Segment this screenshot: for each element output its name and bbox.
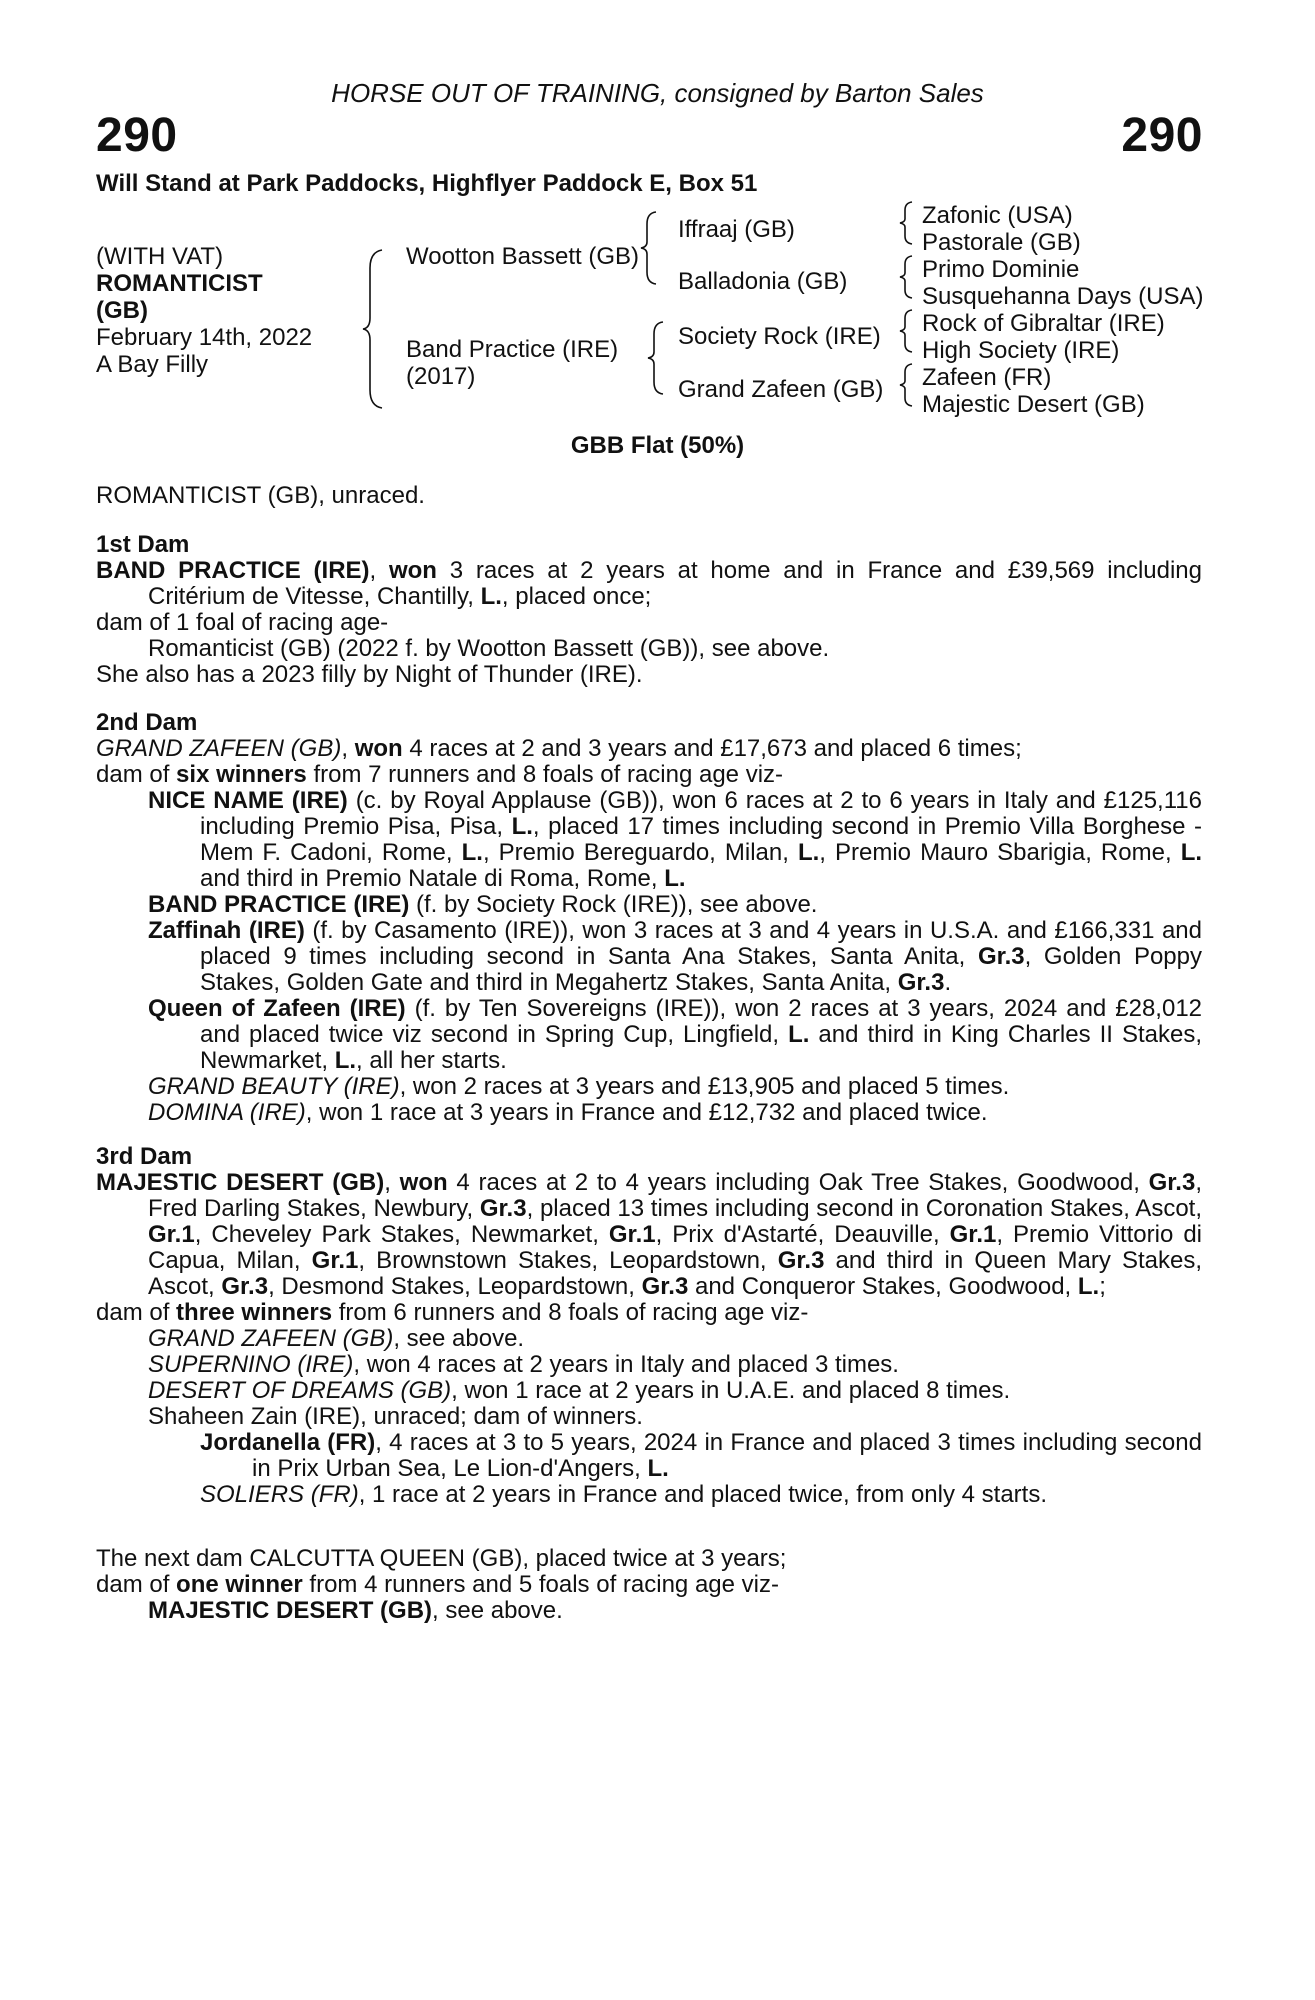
pedigree-sire: Wootton Bassett (GB) [406, 243, 639, 270]
record-text: , won 4 races at 2 years in Italy and placed 3 times. [353, 1351, 899, 1378]
group-label: Gr.3 [479, 1195, 527, 1222]
lot-number-left: 290 [96, 109, 178, 162]
pedigree-brace-ds [897, 308, 917, 354]
first-dam-heading: 1st Dam [96, 531, 190, 558]
offspring-name: BAND PRACTICE (IRE) [148, 891, 410, 918]
gbb-status: GBB Flat (50%) [570, 432, 745, 459]
group-label: Gr.1 [148, 1221, 195, 1248]
first-dam-record: BAND PRACTICE (IRE), won 3 races at 2 years at home and in France and £39,569 including Critérium de Vitesse, Chantilly, L., placed once; [96, 557, 1202, 610]
listed-label: L. [1180, 839, 1203, 866]
lot-number-right: 290 [1121, 109, 1203, 162]
horse-description: A Bay Filly [96, 351, 209, 378]
offspring-majestic-desert [96, 1598, 1202, 1624]
record-text: , all her starts. [356, 1047, 507, 1074]
offspring-shaheen-zain: Shaheen Zain (IRE), unraced; dam of winners. [148, 1403, 643, 1430]
first-dam-dam-of: dam of 1 foal of racing age- [96, 609, 389, 636]
second-dam-heading: 2nd Dam [96, 709, 198, 736]
record-text: (c. by Royal Applause (GB)), won 6 races at 2 to 6 years in Italy and £125,116 including Premio Pisa, Pisa, [200, 787, 1202, 840]
offspring-nice-name [96, 788, 1202, 892]
record-text: , Premio Vittorio di Capua, Milan, [148, 1221, 1202, 1274]
horse-dob: February 14th, 2022 [96, 324, 313, 351]
first-dam-name: BAND PRACTICE (IRE) [96, 557, 370, 584]
record-text: , Desmond Stakes, Leopardstown, [268, 1273, 642, 1300]
horse-name: ROMANTICIST [96, 270, 263, 297]
pedigree-ddd: Majestic Desert (GB) [922, 391, 1145, 418]
record-text: . [944, 969, 952, 996]
record-text: 4 races at 2 to 4 years including Oak Tree Stakes, Goodwood, [447, 1169, 1149, 1196]
first-dam-section [96, 532, 1202, 688]
pedigree-sds: Primo Dominie [922, 256, 1080, 283]
third-dam-dam-of [96, 1300, 1202, 1326]
pedigree-brace-dam [645, 320, 669, 396]
listed-label: L. [511, 813, 533, 840]
pedigree-dam: Band Practice (IRE) [406, 336, 619, 363]
record-text: , Golden Poppy Stakes, Golden Gate and third in Megahertz Stakes, Santa Anita, [200, 943, 1202, 996]
second-dam-dam-of [96, 762, 1202, 788]
record-text: 4 races at 2 and 3 years and £17,673 and placed 6 times; [402, 735, 1022, 762]
record-text: dam of [96, 761, 177, 788]
third-dam-name: MAJESTIC DESERT (GB) [96, 1169, 385, 1196]
offspring-grand-beauty [96, 1074, 1202, 1100]
horse-country: (GB) [96, 297, 148, 324]
record-text: (f. by Ten Sovereigns (IRE)), won 2 races at 3 years, 2024 and £28,012 and placed twice viz second in Spring Cup, Lingfield, [200, 995, 1203, 1048]
next-dam-record: The next dam CALCUTTA QUEEN (GB), placed twice at 3 years; [96, 1545, 787, 1572]
pedigree-sire-sire: Iffraaj (GB) [678, 216, 795, 243]
pedigree-dam-dam: Grand Zafeen (GB) [678, 376, 884, 403]
record-text: 3 races at 2 years at home and in France and £39,569 including Critérium de Vitesse, Chantilly, [148, 557, 1202, 610]
offspring-name: SOLIERS (FR) [200, 1481, 359, 1508]
next-dam-dam-of [96, 1572, 1202, 1598]
group-label: Gr.3 [1148, 1169, 1196, 1196]
winners-count: three winners [176, 1299, 333, 1326]
record-text: , placed 17 times including second in Premio Villa Borghese - Mem F. Cadoni, Rome, [200, 813, 1203, 866]
listed-label: L. [334, 1047, 357, 1074]
record-text: from 6 runners and 8 foals of racing age viz- [332, 1299, 809, 1326]
group-label: Gr.1 [949, 1221, 997, 1248]
first-dam-foal: Romanticist (GB) (2022 f. by Wootton Bassett (GB)), see above. [148, 635, 830, 662]
grand-offspring-jordanella [96, 1430, 1202, 1482]
next-dam-section [96, 1546, 1202, 1624]
listed-label: L. [461, 839, 483, 866]
offspring-name: NICE NAME (IRE) [148, 787, 348, 814]
pedigree-dam-sire: Society Rock (IRE) [678, 323, 881, 350]
won-label: won [388, 557, 437, 584]
pedigree-dss: Rock of Gibraltar (IRE) [922, 310, 1165, 337]
record-text: , Prix d'Astarté, Deauville, [655, 1221, 950, 1248]
second-dam-name: GRAND ZAFEEN (GB) [96, 735, 342, 762]
pedigree-sire-dam: Balladonia (GB) [678, 268, 848, 295]
winners-count: one winner [176, 1571, 303, 1598]
offspring-name: MAJESTIC DESERT (GB) [148, 1597, 433, 1624]
grand-offspring-soliers [96, 1482, 1202, 1508]
pedigree-brace-dd [897, 362, 917, 408]
pedigree-dam-year: (2017) [406, 363, 476, 390]
group-label: Gr.1 [311, 1247, 359, 1274]
record-text: , Cheveley Park Stakes, Newmarket, [194, 1221, 609, 1248]
offspring-name: DESERT OF DREAMS (GB) [148, 1377, 452, 1404]
offspring-queen-of-zafeen [96, 996, 1202, 1074]
record-text: , won 1 race at 3 years in France and £12,732 and placed twice. [305, 1099, 988, 1126]
won-label: won [399, 1169, 448, 1196]
record-text: , 4 races at 3 to 5 years, 2024 in France and placed 3 times including second in Prix Urban Sea, Le Lion-d'Angers, [252, 1429, 1202, 1482]
consignment-heading: HORSE OUT OF TRAINING, consigned by Barton Sales [331, 78, 984, 108]
listed-label: L. [1077, 1273, 1100, 1300]
first-dam-also: She also has a 2023 filly by Night of Thunder (IRE). [96, 661, 643, 688]
record-text: (f. by Casamento (IRE)), won 3 races at 3 and 4 years in U.S.A. and £166,331 and placed 9 times including second in Santa Ana Stakes, Santa Anita, [200, 917, 1202, 970]
record-text: , 1 race at 2 years in France and placed twice, from only 4 starts. [358, 1481, 1047, 1508]
offspring-name: SUPERNINO (IRE) [148, 1351, 354, 1378]
offspring-supernino [96, 1352, 1202, 1378]
record-text: and third in Queen Mary Stakes, Ascot, [148, 1247, 1202, 1300]
record-text: (f. by Society Rock (IRE)), see above. [409, 891, 818, 918]
listed-label: L. [788, 1021, 810, 1048]
pedigree-brace-sire [638, 210, 662, 286]
second-dam-record: GRAND ZAFEEN (GB), won 4 races at 2 and 3 years and £17,673 and placed 6 times; [96, 735, 1022, 762]
record-text: dam of [96, 1571, 177, 1598]
offspring-name: GRAND ZAFEEN (GB) [148, 1325, 394, 1352]
record-text: , Brownstown Stakes, Leopardstown, [358, 1247, 778, 1274]
winners-count: six winners [176, 761, 307, 788]
record-text: , won 1 race at 2 years in U.A.E. and placed 8 times. [451, 1377, 1011, 1404]
listed-label: L. [647, 1455, 669, 1482]
stand-location: Will Stand at Park Paddocks, Highflyer Paddock E, Box 51 [96, 170, 758, 197]
record-text: , won 2 races at 3 years and £13,905 and placed 5 times. [399, 1073, 1010, 1100]
pedigree-brace-sd [897, 254, 917, 300]
record-text: and Conqueror Stakes, Goodwood, [688, 1273, 1078, 1300]
record-text: , Premio Mauro Sbarigia, Rome, [819, 839, 1181, 866]
third-dam-record: MAJESTIC DESERT (GB), won 4 races at 2 to 4 years including Oak Tree Stakes, Goodwood, Gr.3, Fred Darling Stakes, Newbury, Gr.3, placed 13 times including second in Coronation Stakes, Ascot, Gr.1, Cheveley Park Stakes, Newmarket, Gr.1, Prix d'Astarté, Deauville, Gr.1, Premio Vittorio di Capua, Milan, Gr.1, Brownstown Stakes, Leopardstown, Gr.3 and third in Queen Mary Stakes, Ascot, Gr.3, Desmond Stakes, Leopardstown, Gr.3 and Conqueror Stakes, Goodwood, L.; [96, 1169, 1202, 1300]
record-text: , see above. [432, 1597, 563, 1624]
third-dam-section [96, 1144, 1202, 1508]
offspring-domina [96, 1100, 1202, 1126]
record-text: , Fred Darling Stakes, Newbury, [148, 1169, 1202, 1222]
group-label: Gr.3 [221, 1273, 269, 1300]
record-text: , Premio Bereguardo, Milan, [482, 839, 798, 866]
record-text: from 7 runners and 8 foals of racing age viz- [306, 761, 784, 788]
group-label: Gr.1 [608, 1221, 656, 1248]
record-text: dam of [96, 1299, 177, 1326]
group-label: Gr.3 [641, 1273, 689, 1300]
pedigree-sss: Zafonic (USA) [922, 202, 1073, 229]
pedigree-dds: Zafeen (FR) [922, 364, 1052, 391]
record-text: ; [1099, 1273, 1106, 1300]
third-dam-heading: 3rd Dam [96, 1143, 193, 1170]
record-text: , see above. [393, 1325, 525, 1352]
second-dam-section [96, 710, 1202, 1126]
group-label: Gr.3 [897, 969, 945, 996]
record-text: and third in King Charles II Stakes, Newmarket, [200, 1021, 1202, 1074]
pedigree-brace-ss [897, 200, 917, 246]
offspring-name: DOMINA (IRE) [148, 1099, 306, 1126]
offspring-grand-zafeen [96, 1326, 1202, 1352]
pedigree-dsd: High Society (IRE) [922, 337, 1120, 364]
offspring-name: Queen of Zafeen (IRE) [148, 995, 406, 1022]
offspring-name: Jordanella (FR) [200, 1429, 376, 1456]
vat-label: (WITH VAT) [96, 243, 224, 270]
record-text: , placed 13 times including second in Coronation Stakes, Ascot, [526, 1195, 1202, 1222]
offspring-name: GRAND BEAUTY (IRE) [148, 1073, 400, 1100]
group-label: Gr.3 [977, 943, 1025, 970]
pedigree-ssd: Pastorale (GB) [922, 229, 1081, 256]
group-label: Gr.3 [777, 1247, 825, 1274]
unraced-note: ROMANTICIST (GB), unraced. [96, 482, 425, 509]
won-label: won [354, 735, 403, 762]
listed-label: L. [797, 839, 820, 866]
offspring-name: Zaffinah (IRE) [148, 917, 305, 944]
record-text: from 4 runners and 5 foals of racing age viz- [302, 1571, 779, 1598]
listed-label: L. [480, 583, 502, 610]
offspring-zaffinah [96, 918, 1202, 996]
offspring-desert-of-dreams [96, 1378, 1202, 1404]
pedigree-sdd: Susquehanna Days (USA) [922, 283, 1204, 310]
record-text: , placed once; [501, 583, 652, 610]
pedigree-brace-main [360, 248, 390, 410]
listed-label: L. [664, 865, 686, 892]
offspring-band-practice [96, 892, 1202, 918]
record-text: and third in Premio Natale di Roma, Rome, [200, 865, 665, 892]
